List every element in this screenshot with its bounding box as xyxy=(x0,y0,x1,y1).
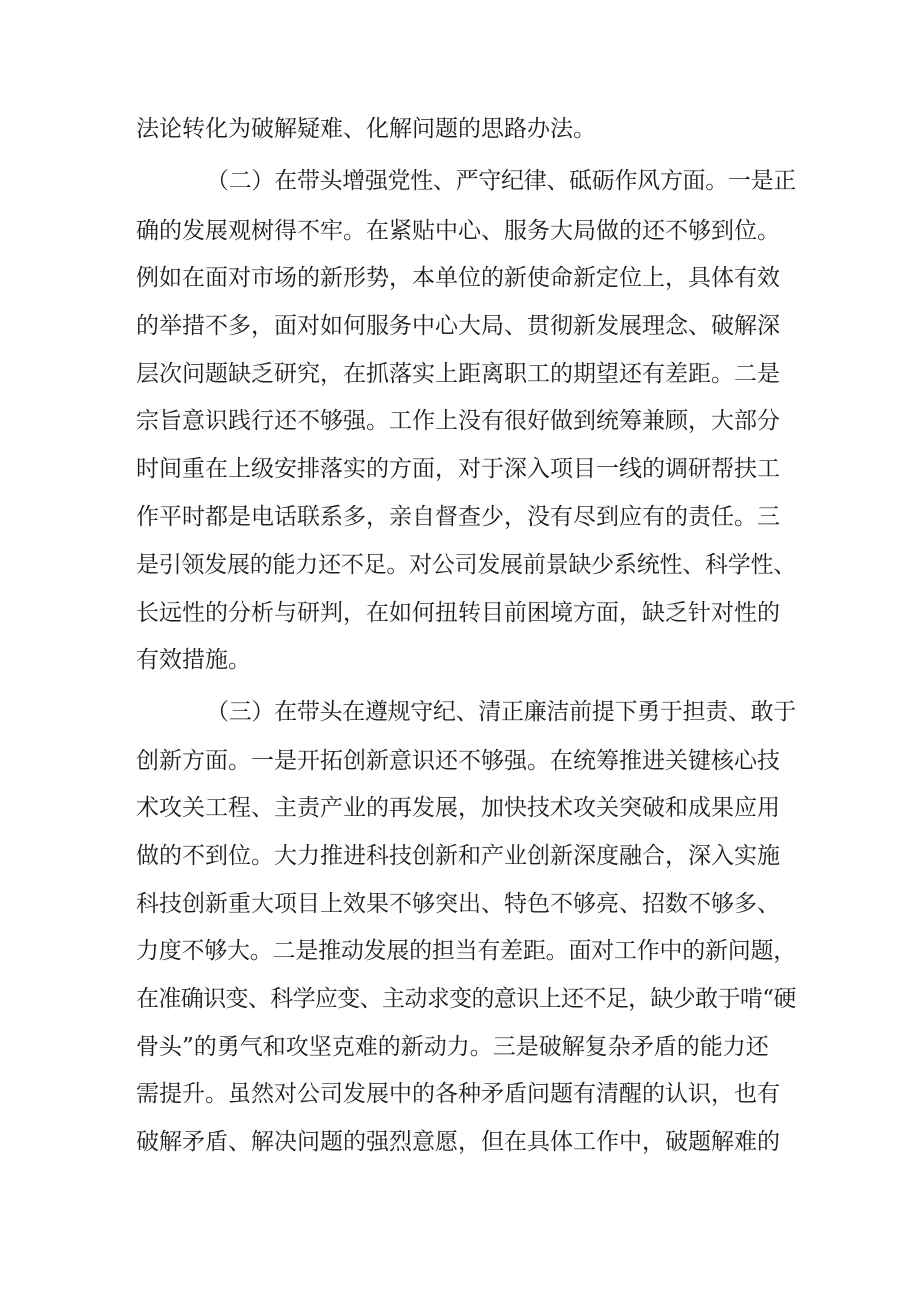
text-line: 层次问题缺乏研究，在抓落实上距离职工的期望还有差距。二是 xyxy=(136,361,780,387)
text-line: 术攻关工程、主责产业的再发展，加快技术攻关突破和成果应用 xyxy=(136,795,780,821)
text-line: 需提升。虽然对公司发展中的各种矛盾问题有清醒的认识，也有 xyxy=(136,1081,780,1107)
text-line: 例如在面对市场的新形势，本单位的新使命新定位上，具体有效 xyxy=(136,265,780,291)
text-line: 骨头”的勇气和攻坚克难的新动力。三是破解复杂矛盾的能力还 xyxy=(136,1034,769,1060)
text-line: 时间重在上级安排落实的方面，对于深入项目一线的调研帮扶工 xyxy=(136,456,780,482)
text-line: 确的发展观树得不牢。在紧贴中心、服务大局做的还不够到位。 xyxy=(136,218,780,244)
section-heading-line: （二）在带头增强党性、严守纪律、砥砺作风方面。一是正 xyxy=(206,168,797,194)
text-line: 科技创新重大项目上效果不够突出、特色不够亮、招数不够多、 xyxy=(136,891,780,917)
text-line: 做的不到位。大力推进科技创新和产业创新深度融合，深入实施 xyxy=(136,843,780,869)
text-line: 长远性的分析与研判，在如何扭转目前困境方面，缺乏针对性的 xyxy=(136,600,780,626)
text-line: 是引领发展的能力还不足。对公司发展前景缺少系统性、科学性、 xyxy=(136,552,796,578)
text-line: 宗旨意识践行还不够强。工作上没有很好做到统筹兼顾，大部分 xyxy=(136,408,780,434)
text-line: 作平时都是电话联系多，亲自督查少，没有尽到应有的责任。三 xyxy=(136,504,780,530)
text-line: 有效措施。 xyxy=(136,647,251,673)
text-line: 创新方面。一是开拓创新意识还不够强。在统筹推进关键核心技 xyxy=(136,748,780,774)
text-line: 在准确识变、科学应变、主动求变的意识上还不足，缺少敢于啃“硬 xyxy=(136,986,796,1012)
text-line: 力度不够大。二是推动发展的担当有差距。面对工作中的新问题， xyxy=(136,938,796,964)
text-line: 的举措不多，面对如何服务中心大局、贯彻新发展理念、破解深 xyxy=(136,313,780,339)
text-line: 法论转化为破解疑难、化解问题的思路办法。 xyxy=(136,116,596,142)
section-heading-line: （三）在带头在遵规守纪、清正廉洁前提下勇于担责、敢于 xyxy=(206,699,797,725)
text-line: 破解矛盾、解决问题的强烈意愿，但在具体工作中，破题解难的 xyxy=(136,1129,780,1155)
